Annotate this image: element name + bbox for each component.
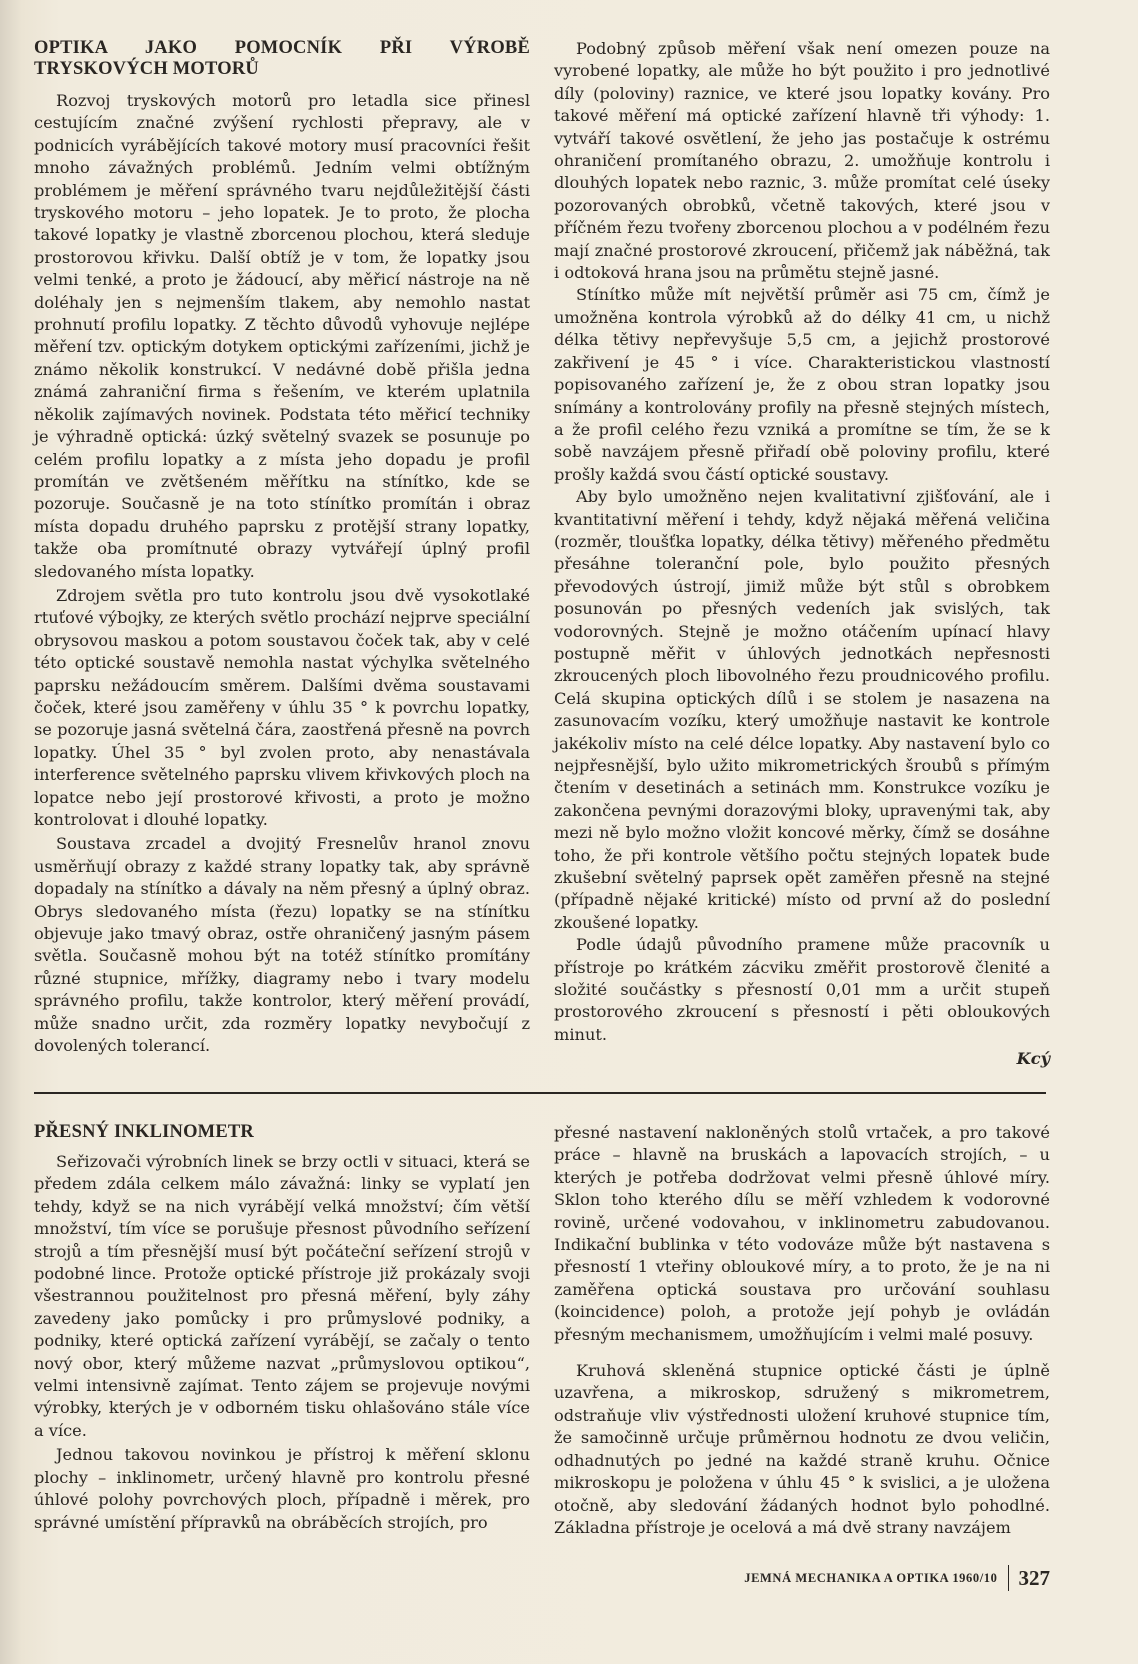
page-footer (744, 1565, 1050, 1591)
article1-paragraph: Podle údajů původního pramene může pracovník u přístroje po krátkém zácviku změřit prostorově členité a složité součástky s přesností 0,01 mm a určit stupeň prostorového zkroucení s přesností i pěti obloukových minut. (554, 935, 1050, 1044)
article2-paragraph: přesné nastavení nakloněných stolů vrtaček, a pro takové práce – hlavně na bruskách a lapovacích strojích, – u kterých je potřeba dodržovat velmi přesně úhlové míry. Sklon toho kterého dílu se měří vzhledem k vodorovné rovině, určené vodovahou, v inklinometru zabudovanou. Indikační bublinka v této vodováze může být nastavena s přesností 1 vteřiny obloukové míry, a to proto, že je na ni zaměřena optická soustava pro určování souhlasu (koincidence) poloh, a protože její pohyb je ovládán přesným mechanismem, umožňujícím i velmi malé posuvy. (554, 1123, 1050, 1344)
article1-paragraph: Zdrojem světla pro tuto kontrolu jsou dvě vysokotlaké rtuťové výbojky, ze kterých světlo prochází nejprve speciální obrysovou maskou a potom soustavou čoček tak, aby v celé této optické soustavě nemohla nastat výchylka světelného paprsku nežádoucím směrem. Dalšími dvěma soustavami čoček, které jsou zaměřeny v úhlu 35 ° k povrchu lopatky, se pozoruje jasná světelná čára, zaostřená přesně na povrch lopatky. Úhel 35 ° byl zvolen proto, aby nenastávala interference světelného paprsku vlivem křivkových ploch na lopatce nebo její prostorové křivosti, a proto je možno kontrolovat i dlouhé lopatky. (34, 585, 530, 829)
article2-right-column (554, 1122, 1050, 1539)
article1-paragraph: Stínítko může mít největší průměr asi 75 cm, čímž je umožněna kontrola výrobků až do délky 41 cm, u nichž délka tětivy nepřevyšuje 5,5 cm, a jejichž prostorové zakřivení je 45 ° i více. Charakteristickou vlastností popisovaného zařízení je, že z obou stran lopatky jsou snímány a kontrolovány profily na přesně stejných místech, a že profil celého řezu vzniká a promítne se tím, že se k sobě navzájem přesně přiřadí obě poloviny profilu, které prošly každá svou částí optické soustavy. (554, 285, 1050, 484)
article1-paragraph: Rozvoj tryskových motorů pro letadla sice přinesl cestujícím značné zvýšení rychlosti přepravy, ale v podnicích vyrábějících takové motory musí pracovníci řešit mnoho závažných problémů. Jedním velmi obtížným problémem je měření správného tvaru nejdůležitější části tryskového motoru – jeho lopatek. Je to proto, že plocha takové lopatky je vlastně zborcenou plochou, která sleduje prostorovou křivku. Další obtíž je v tom, že lopatky jsou velmi tenké, a proto je žádoucí, aby měřicí nástroje na ně doléhaly jen s nejmenším tlakem, aby nemohlo nastat prohnutí profilu lopatky. Z těchto důvodů vyhovuje nejlépe měření tzv. optickým dotykem optickými zařízeními, jichž je známo několik konstrukcí. V nedávné době přišla jedna známá zahraniční firma s řešením, ve kterém uplatnila několik zajímavých novinek. Podstata této měřicí techniky je výhradně optická: úzký světelný svazek se posunuje po celém profilu lopatky a z místa jeho dopadu je profil promítán ve zvětšeném měřítku na stínítko, kde se pozoruje. Současně je na toto stínítko promítán i obraz místa dopadu druhého paprsku z protější strany lopatky, takže oba promítnuté obrazy vytvářejí úplný profil sledovaného místa lopatky. (34, 91, 530, 581)
article1-right-column (554, 38, 1050, 1071)
article2-paragraph: Jednou takovou novinkou je přístroj k měření sklonu plochy – inklinometr, určený hlavně pro kontrolu přesné úhlové polohy povrchových ploch, případně i měrek, pro správné umístění přípravků na obráběcích strojích, pro (34, 1445, 530, 1532)
footer-separator (1008, 1565, 1009, 1591)
article2-left-column (34, 1122, 530, 1534)
article2-title: PŘESNÝ INKLINOMETR (34, 1122, 254, 1142)
article2-paragraph: Seřizovači výrobních linek se brzy octli v situaci, která se předem zdála celkem málo závažná: linky se vyplatí jen tehdy, když se na nich vyrábějí velká množství; čím větší množství, tím více se porušuje přesnost původního seřízení strojů a tím přesnější musí být počáteční seřízení strojů v podobné lince. Protože optické přístroje již prokázaly svoji všestrannou použitelnost pro přesná měření, byly záhy zavedeny jako pomůcky i pro průmyslové podniky, a podniky, které optická zařízení vyrábějí, se začaly o tento nový obor, který můžeme nazvat „průmyslovou optikou“, velmi intensivně zajímat. Tento zájem se projevuje novými výrobky, kterých je v odborném tisku ohlašováno stále více a více. (34, 1152, 530, 1440)
page-number: 327 (1018, 1565, 1050, 1590)
article1-title: OPTIKA JAKO POMOCNÍK PŘI VÝROBĚ TRYSKOVÝCH MOTORŮ (34, 38, 530, 79)
article1-signature: Kcý (1016, 1049, 1050, 1069)
article2-paragraph: Kruhová skleněná stupnice optické části je úplně uzavřena, a mikroskop, sdružený s mikrometrem, odstraňuje vliv výstřednosti uložení kruhové stupnice tím, že samočinně určuje průměrnou hodnotu ze dvou veličin, odhadnutých po jedné na každé straně kruhu. Očnice mikroskopu je položena v úhlu 45 ° k svislici, a je uložena otočně, aby sledování žádaných hodnot bylo pohodlné. Základna přístroje je ocelová a má dvě strany navzájem (554, 1361, 1050, 1537)
article1-paragraph: Soustava zrcadel a dvojitý Fresnelův hranol znovu usměrňují obrazy z každé strany lopatky tak, aby správně dopadaly na stínítko a dávaly na něm přesný a úplný obraz. Obrys sledovaného místa (řezu) lopatky se na stínítku objevuje jako tmavý obraz, ostře ohraničený jasným pásem světla. Současně mohou být na totéž stínítko promítány různé stupnice, mřížky, diagramy nebo i tvary modelu správného profilu, takže kontrolor, který měření provádí, může snadno určit, zda rozměry lopatky nevybočují z dovolených tolerancí. (34, 834, 530, 1056)
article1-paragraph: Aby bylo umožněno nejen kvalitativní zjišťování, ale i kvantitativní měření i tehdy, když nějaká měřená veličina (rozměr, tloušťka lopatky, délka tětivy) měřeného předmětu přesáhne toleranční pole, bylo použito přesných převodových ústrojí, jimiž může být stůl s obrobkem posunován po přesných vedeních jak svislých, tak vodorovných. Stejně je možno otáčením upínací hlavy postupně měřit v úhlových jednotkách nepřesnosti zkroucených ploch libovolného řezu proudnicového profilu. Celá skupina optických dílů i se stolem je nasazena na zasunovacím vozíku, který umožňuje nastavit ke kontrole jakékoliv místo na celé délce lopatky. Aby nastavení bylo co nejpřesnější, bylo užito mikrometrických šroubů s přímým čtením v desetinách a setinách mm. Konstrukce vozíku je zakončena pevnými dorazovými bloky, upravenými tak, aby mezi ně bylo možno vložit koncové měrky, čímž se dosáhne toho, že při kontrole většího počtu stejných lopatek bude zkušební světelný paprsek opět zaměřen přesně na stejné (případně nějaké kritické) místo od první až do poslední zkoušené lopatky. (554, 487, 1050, 932)
section-divider (34, 1092, 1046, 1094)
article1-paragraph: Podobný způsob měření však není omezen pouze na vyrobené lopatky, ale může ho být použito i pro jednotlivé díly (poloviny) raznice, ve které jsou lopatky kovány. Pro takové měření má optické zařízení hlavně tři výhody: 1. vytváří takové osvětlení, že jeho jas postačuje k ostrému ohraničení promítaného obrazu, 2. umožňuje kontrolu i dlouhých lopatek nebo raznic, 3. může promítat celé úseky pozorovaných obrobků, včetně takových, které jsou v příčném řezu tvořeny zborcenou plochou a v podélném řezu mají značné prostorové zkroucení, přičemž jak náběžná, tak i odtoková hrana jsou na průmětu stejně jasné. (554, 39, 1050, 283)
journal-name: JEMNÁ MECHANIKA A OPTIKA 1960/10 (744, 1570, 998, 1585)
article1-left-column (34, 38, 530, 1057)
